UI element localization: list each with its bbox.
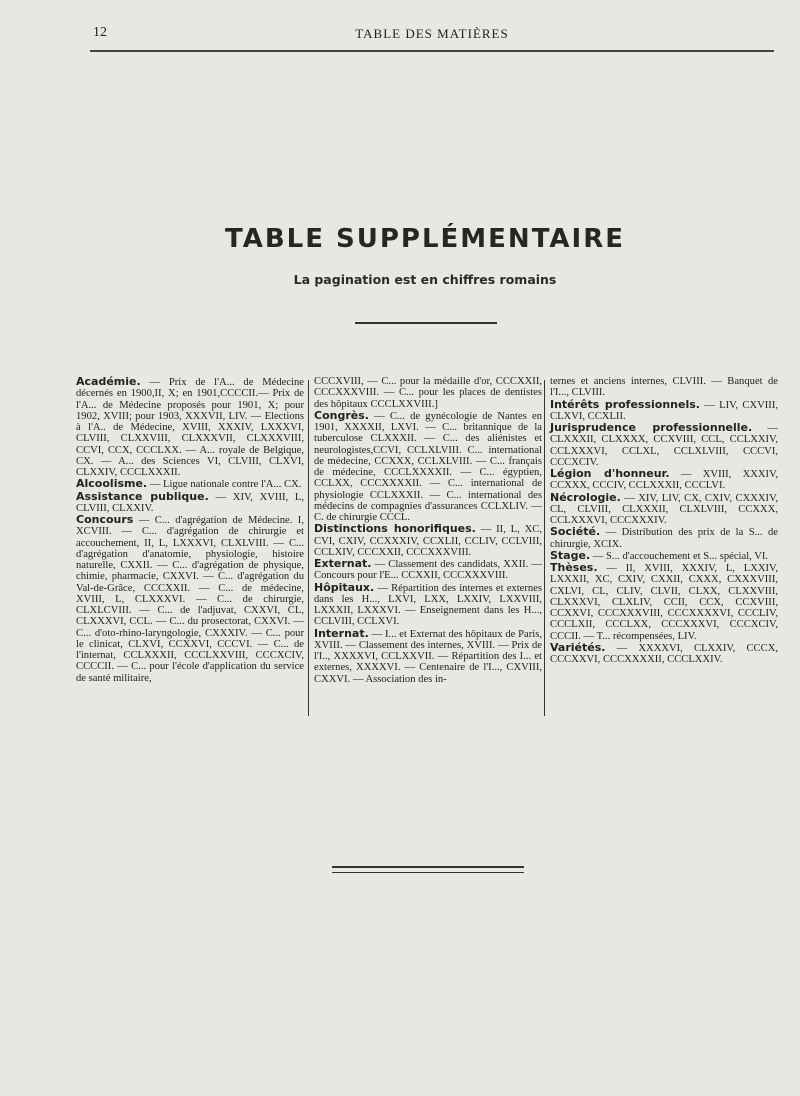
- index-text: — II, L, XC, CVI, CXIV, CCXXXIV, CCXLII, CCLIV, CCLVIII, CCLXIV, CCCXXII, CCCXXXVIII.: [314, 524, 542, 558]
- index-column-2: [314, 376, 542, 685]
- index-entry: [76, 491, 304, 515]
- index-text: CCCXVIII, — C... pour la médaille d'or, CCCXXII, CCCXXXVIII. — C... pour les places de dentistes des hôpitaux CCCLXXVIII.]: [314, 376, 542, 410]
- index-term: Société.: [550, 525, 601, 539]
- column-divider: [308, 380, 309, 716]
- index-entry: [314, 558, 542, 582]
- page-header: [90, 24, 774, 52]
- index-entry: [550, 399, 778, 423]
- index-entry: [550, 468, 778, 492]
- index-term: Assistance publique.: [76, 489, 209, 503]
- index-entry: [314, 582, 542, 628]
- index-text: — XIV, XVIII, L, CLVIII, CLXXIV.: [76, 491, 304, 514]
- index-term: Intérêts professionnels.: [550, 397, 700, 411]
- index-term: Nécrologie.: [550, 490, 621, 504]
- index-column-1: [76, 376, 304, 684]
- index-entry: [550, 526, 778, 550]
- index-entry: [550, 562, 778, 642]
- index-term: Thèses.: [550, 561, 598, 574]
- index-entry: [550, 376, 778, 399]
- index-text: — LIV, CXVIII, CLXVI, CCXLII.: [550, 399, 779, 422]
- index-text: — XVIII, XXXIV, CCXXX, CCCIV, CCLXXXII, CCCLVI.: [550, 469, 778, 492]
- index-term: Jurisprudence professionnelle.: [550, 421, 753, 434]
- bottom-divider: [332, 866, 524, 873]
- index-text: — C... d'agrégation de Médecine. I, XCVIII. — C... d'agrégation de chirurgie et accouchement, II, L, LXXXVI, CLXLVIII. — C... d'agrégation d'anatomie, physiologie, histoire naturelle, CXXII. — C... d'agrégation de physique, chimie, pharmacie, CXXVI. — C... d'agrégation du Val-de-Grâce, CCCXXII. — C... de médecine, XVIII, L, CLXXXVI. — C... de chirurgie, CLXLCVIII. — C... de l'adjuvat, CXXVI, CL, CLXXXVI, CCL. — C... du prosectorat, CXXVI. — C... d'oto-rhino-laryngologie, CXXXIV. — C... pour le clinicat, CLXVI, CCXXVI, CCCVI. — C... de l'internat, CCLXXXII, CCCLXXVIII, CCCXCIV, CCCCII. — C... pour l'école d'application du service de santé militaire,: [76, 515, 304, 684]
- index-text: — Prix de l'A... de Médecine décernés en 1900,II, X; en 1901,CCCCII.— Prix de l'A... de Médecine proposés pour 1901, X; pour 1902, XVIII; pour 1903, XXXVII, LIV. — Elections à l'A.. de Médecine, XVIII, XXXIV, LXXXVI, CLVIII, CLXXVIII, CLXXXVII, CLXXXVIII, CCVI, CCX, CCCLXX. — A... royale de Belgique, CX. — A... des Sciences VI, CLVIII, CLXVI, CLXXIV, CCCLXXXII.: [76, 377, 304, 478]
- index-text: — Distribution des prix de la S... de chirurgie, XCIX.: [550, 527, 778, 550]
- index-text: — C... de gynécologie de Nantes en 1901, XXXXII, LXVI. — C... britannique de la tuberculose CLXXXII. — C... des aliénistes et neurologistes,CCVI, CCLXLVIII. C... international de médecine, CCXXX, CCLXLVIII. — C... français de médecine, CCCLXXXXII. — C... égyptien, CCLXX, CCCXXXXII. — C... international de physiologie CCLXXXII. — C... international des médecins de compagnies d'assurances CCLXLIV. — C. de chirurgie CCCL.: [314, 410, 542, 523]
- title-divider: [355, 322, 497, 324]
- index-entry: [550, 492, 778, 527]
- running-title: TABLE DES MATIÈRES: [355, 26, 509, 41]
- index-text: — S... d'accouchement et S... spécial, VI.: [592, 550, 769, 562]
- index-entry: [550, 642, 778, 666]
- index-entry: [76, 514, 304, 684]
- index-term: Congrès.: [314, 408, 369, 422]
- column-divider: [544, 380, 545, 716]
- index-term: Alcoolisme.: [76, 477, 148, 491]
- index-term: Externat.: [314, 557, 372, 570]
- page-subtitle: La pagination est en chiffres romains: [293, 272, 557, 287]
- index-text: — II, XVIII, XXXIV, L, LXXIV, LXXXII, XC, CXIV, CXXII, CXXX, CXXXVIII, CXLVI, CL, CLIV, CLVII, CLXX, CLXXVIII, CLXXXVI, CLXLIV, CCII, CCX, CCXVIII, CCXXVI, CCCXXXVIII, CCCXXXXVI, CCCLIV, CCCLXII, CCCLXX, CCCXXXVI, CCCXCIV, CCCII. — T... récompensées, LIV.: [550, 563, 778, 642]
- index-term: Internat.: [314, 626, 369, 640]
- index-entry: [314, 376, 542, 410]
- index-entry: [314, 410, 542, 524]
- index-text: ternes et anciens internes, CLVIII. — Banquet de l'I..., CLVIII.: [550, 376, 778, 399]
- index-term: Hôpitaux.: [314, 580, 375, 594]
- index-text: — Ligue nationale contre l'A... CX.: [149, 479, 302, 491]
- index-text: — XXXXVI, CLXXIV, CCCX, CCCXXVI, CCCXXXXII, CCCLXXIV.: [550, 642, 778, 665]
- index-columns: [76, 376, 781, 716]
- index-term: Concours: [76, 513, 134, 526]
- index-column-3: [550, 376, 778, 665]
- index-entry: [314, 523, 542, 558]
- page-number: 12: [93, 25, 107, 40]
- index-text: — I... et Externat des hôpitaux de Paris, XVIII. — Classement des internes, XVIII. — Prix de l'I.., XXXXVI, CCLXXVII. — Répartition des I... et externes, XXXXVI. — Centenaire de l'I..., CXVIII, CXXVI. — Association des in-: [314, 628, 542, 685]
- index-entry: [550, 422, 778, 468]
- index-entry: [76, 376, 304, 478]
- index-entry: [314, 628, 542, 685]
- index-text: — XIV, LIV, CX, CXIV, CXXXIV, CL, CLVIII, CLXXXII, CLXLVIII, CCXXX, CCLXXXVI, CCCXXXIV.: [550, 492, 778, 526]
- page-title: TABLE SUPPLÉMENTAIRE: [224, 224, 625, 254]
- index-term: Stage.: [550, 548, 591, 562]
- index-term: Distinctions honorifiques.: [314, 522, 476, 536]
- index-term: Variétés.: [550, 640, 606, 654]
- index-term: Légion d'honneur.: [550, 467, 670, 480]
- index-text: — Répartition des internes et externes dans les H..., LXVI, LXX, LXXIV, LXXVIII, LXXXII, LXXXVI. — Enseignement dans les H..., CCLVIII, CCLXVI.: [314, 582, 542, 628]
- index-term: Académie.: [76, 375, 141, 388]
- index-text: — CLXXXII, CLXXXX, CCXVIII, CCL, CCLXXIV, CCLXXXVI, CCLXL, CCLXLVIII, CCCVI, CCCXCIV.: [550, 423, 778, 468]
- index-text: — Classement des candidats, XXII. — Concours pour l'E... CCXXII, CCCXXXVIII.: [314, 559, 542, 582]
